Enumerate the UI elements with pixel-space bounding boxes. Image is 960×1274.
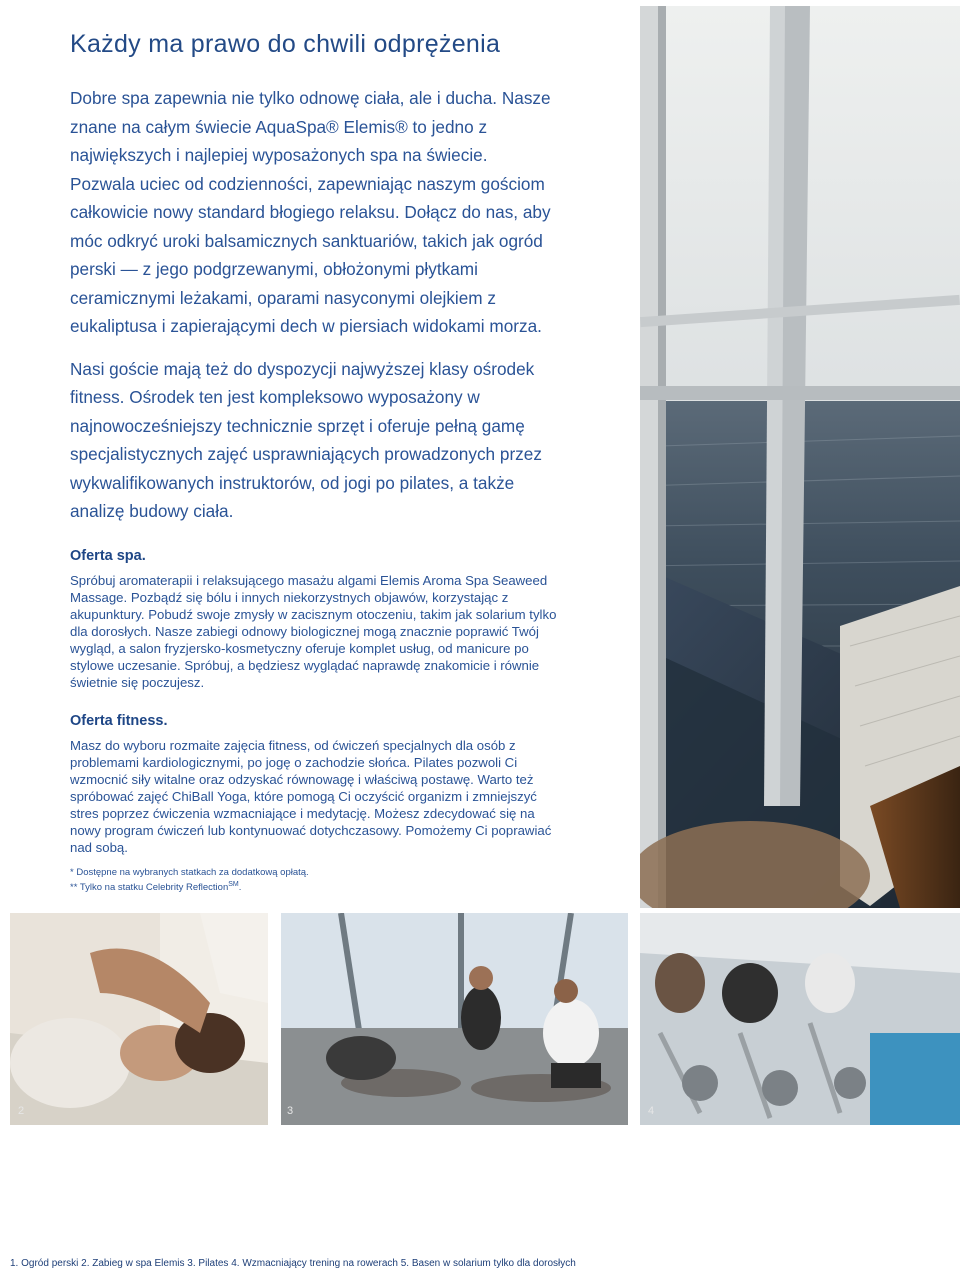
massage-photo bbox=[10, 913, 268, 1125]
footnote-2-text: ** Tylko na statku Celebrity Reflection bbox=[70, 882, 229, 894]
spa-offer-section bbox=[70, 548, 560, 691]
fitness-offer-heading: Oferta fitness. bbox=[70, 713, 168, 729]
footnote-2 bbox=[70, 879, 550, 894]
intro-paragraph: Dobre spa zapewnia nie tylko odnowę ciała, ale i ducha. Nasze znane na całym świecie AquaSpa® Elemis® to jedno z największych i najlepiej wyposażonych spa na świecie. Pozwala uciec od codzienności, zapewniając naszym gościom całkowicie nowy standard błogiego relaksu. Dołącz do nas, aby móc odkryć uroki balsamicznych sanktuariów, takich jak ogród perski — z jego podgrzewanymi, obłożonymi płytkami ceramicznymi leżakami, oparami nasyconymi olejkiem z eukaliptusa i zapierającymi dech w piersiach widokami morza. bbox=[70, 88, 551, 336]
photo-number-3: 3 bbox=[287, 1105, 294, 1117]
footnote-2-sup: SM bbox=[228, 881, 239, 888]
footnote-1: * Dostępne na wybranych statkach za dodatkową opłatą. bbox=[70, 867, 309, 878]
photo-number-4: 4 bbox=[648, 1105, 655, 1117]
spa-offer-heading: Oferta spa. bbox=[70, 548, 146, 564]
spa-offer-text: Spróbuj aromaterapii i relaksującego masażu algami Elemis Aroma Spa Seaweed Massage. Pozbądź się bólu i innych niekorzystnych objawów, korzystając z akupunktury. Pobudź swoje zmysły w zacisznym otoczeniu, takim jak solarium tylko dla dorosłych. Nasze zabiegi odnowy biologicznej mogą znacznie poprawić Twój wygląd, a salon fryzjersko-kosmetyczny oferuje komplet usług, od manicure po stylowe uczesanie. Spróbuj, a będziesz wyglądać naprawdę znakomicie i równie świetnie się poczujesz. bbox=[70, 573, 557, 690]
pilates-photo bbox=[281, 913, 628, 1125]
intro-paragraph: Nasi goście mają też do dyspozycji najwyższej klasy ośrodek fitness. Ośrodek ten jest kompleksowo wyposażony w najnowocześniejszy technicznie sprzęt i oferuje pełną gamę specjalistycznych zajęć usprawniających prowadzonych przez wykwalifikowanych instruktorów, od jogi po pilates, a także analizę budowy ciała. bbox=[70, 358, 542, 521]
fitness-offer-text: Masz do wyboru rozmaite zajęcia fitness, od ćwiczeń specjalnych dla osób z problemami kardiologicznymi, po jogę o zachodzie słońca. Pilates pozwoli Ci wzmocnić siły witalne oraz odzyskać równowagę i właściwą postawę. Warto też spróbować zajęć ChiBall Yoga, które pomogą Ci oczyścić organizm i zmniejszyć stres poprzez ćwiczenia wzmacniające i medytację. Możesz zdecydować się na nowy program ćwiczeń lub kontynuować dotychczasowy. Pomożemy Ci poprawiać nad sobą. bbox=[70, 738, 552, 855]
page-title: Każdy ma prawo do chwili odprężenia bbox=[70, 30, 501, 58]
cycling-photo bbox=[640, 913, 960, 1125]
sea-window-photo bbox=[640, 6, 960, 908]
footnotes bbox=[70, 867, 550, 894]
footnote-2-end: . bbox=[238, 882, 242, 894]
intro-text bbox=[70, 84, 555, 540]
photo-captions: 1. Ogród perski 2. Zabieg w spa Elemis 3. Pilates 4. Wzmacniający trening na rowerach 5. Basen w solarium tylko dla dorosłych bbox=[10, 1258, 576, 1269]
photo-number-2: 2 bbox=[18, 1105, 25, 1117]
fitness-offer-section bbox=[70, 713, 560, 856]
